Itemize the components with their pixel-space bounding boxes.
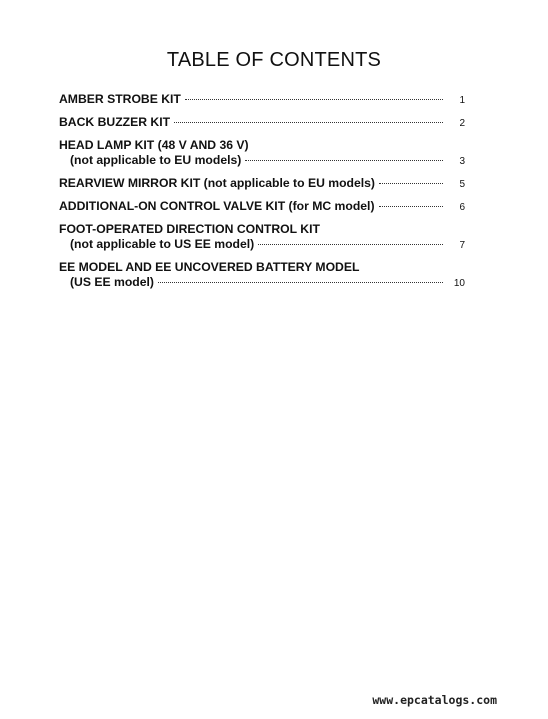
toc-entry-back-buzzer-kit[interactable] [59, 115, 465, 131]
toc-entry-subtitle: (not applicable to US EE model) [70, 237, 255, 251]
dot-leader [185, 99, 443, 100]
toc-page-number: 5 [459, 179, 465, 190]
toc-entry-title: AMBER STROBE KIT [59, 92, 181, 106]
toc-page-number: 3 [459, 156, 465, 167]
toc-entry-head-lamp-kit[interactable] [59, 138, 465, 169]
toc-entry-title: EE MODEL AND EE UNCOVERED BATTERY MODEL [59, 260, 360, 274]
toc-entry-title: FOOT-OPERATED DIRECTION CONTROL KIT [59, 222, 320, 236]
dot-leader [245, 160, 443, 161]
toc-entry-title: BACK BUZZER KIT [59, 115, 171, 129]
toc-entry-subtitle: (US EE model) [70, 275, 154, 289]
toc-entry-additional-on-control-valve-kit[interactable] [59, 199, 465, 215]
dot-leader [379, 183, 443, 184]
toc-page-number: 7 [459, 240, 465, 251]
table-of-contents [59, 92, 465, 298]
toc-entry-title: ADDITIONAL-ON CONTROL VALVE KIT (for MC model) [59, 199, 375, 213]
toc-entry-amber-strobe-kit[interactable] [59, 92, 465, 108]
toc-entry-title: REARVIEW MIRROR KIT (not applicable to EU models) [59, 176, 375, 190]
toc-page-number: 2 [459, 118, 465, 129]
toc-entry-ee-model-battery[interactable] [59, 260, 465, 291]
toc-page-number: 1 [459, 95, 465, 106]
footer-watermark-url: www.epcatalogs.com [372, 693, 497, 707]
toc-entry-subtitle: (not applicable to EU models) [70, 153, 242, 167]
dot-leader [174, 122, 443, 123]
toc-entry-foot-operated-direction-control-kit[interactable] [59, 222, 465, 253]
page-title: TABLE OF CONTENTS [166, 49, 382, 71]
toc-entry-rearview-mirror-kit[interactable] [59, 176, 465, 192]
dot-leader [158, 282, 443, 283]
toc-page-number: 6 [459, 202, 465, 213]
dot-leader [379, 206, 444, 207]
toc-entry-title: HEAD LAMP KIT (48 V AND 36 V) [59, 138, 249, 152]
toc-page-number: 10 [453, 278, 465, 289]
dot-leader [258, 244, 443, 245]
